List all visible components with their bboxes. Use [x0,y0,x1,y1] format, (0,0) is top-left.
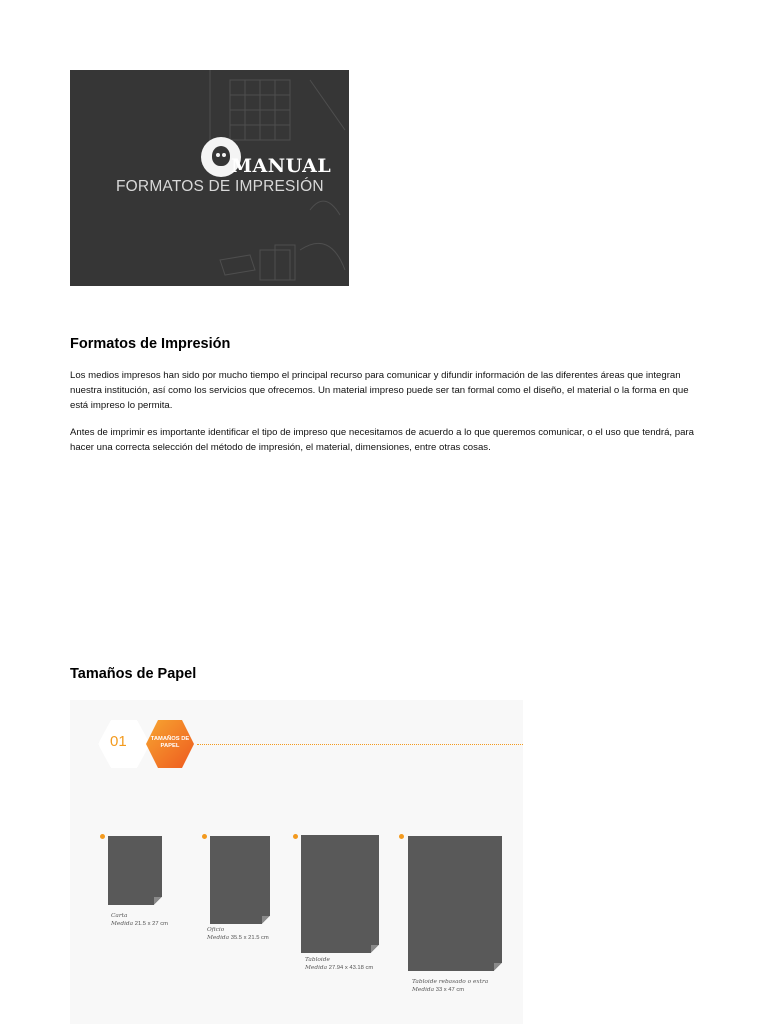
dotted-divider [197,744,523,745]
section-heading-tamanos: Tamaños de Papel [70,666,197,682]
size-caption-tabloide [305,956,373,972]
cover-brand: MANUAL [231,155,332,177]
size-measure-label: Medida [111,921,134,927]
size-measure-label: Medida [207,935,230,941]
size-measure: 33 x 47 cm [435,987,465,993]
size-name: Carta [111,913,128,919]
badge-number: 01 [110,733,127,750]
size-caption-tabloide-extra [412,978,488,994]
size-measure: 35.5 x 21.5 cm [230,935,269,941]
paper-sheet-tabloide-extra [408,836,502,971]
size-name: Tabloide [305,957,330,963]
size-name: Tabloide rebasado o extra [412,979,489,985]
paragraph-2: Antes de imprimir es importante identificar el tipo de impreso que necesitamos de acuerdo a lo que queremos comunicar, o el uso que tendrá, para hacer una correcta selección del método de impresión, el material, dimensiones, entre otras cosas. [70,427,694,453]
cover-title: FORMATOS DE IMPRESIÓN [116,178,324,195]
size-measure: 27.94 x 43.18 cm [328,965,374,971]
cover-banner [70,70,349,286]
badge-label: TAMAÑOS DE PAPEL [150,736,190,749]
size-bullet [202,834,207,839]
size-bullet [293,834,298,839]
size-measure-label: Medida [305,965,328,971]
mascot-face [212,146,230,166]
paper-sizes-figure [70,700,523,1024]
paper-sheet-tabloide [301,835,379,953]
size-bullet [100,834,105,839]
mascot-eye-right [222,153,226,157]
mascot-eye-left [216,153,220,157]
paper-sheet-oficio [210,836,270,924]
paragraph-1: Los medios impresos han sido por mucho tiempo el principal recurso para comunicar y difundir información de las diferentes áreas que integran nuestra institución, así como los servicios que ofrecemos. Un material impreso puede ser tan formal como el diseño, el material o la forma en que está impreso lo permita. [70,370,689,411]
size-caption-carta [111,912,168,928]
size-measure-label: Medida [412,987,435,993]
size-bullet [399,834,404,839]
size-name: Oficio [207,927,225,933]
size-caption-oficio [207,926,269,942]
section-heading-formatos: Formatos de Impresión [70,336,231,352]
paper-sheet-carta [108,836,162,905]
size-measure: 21.5 x 27 cm [134,921,168,927]
